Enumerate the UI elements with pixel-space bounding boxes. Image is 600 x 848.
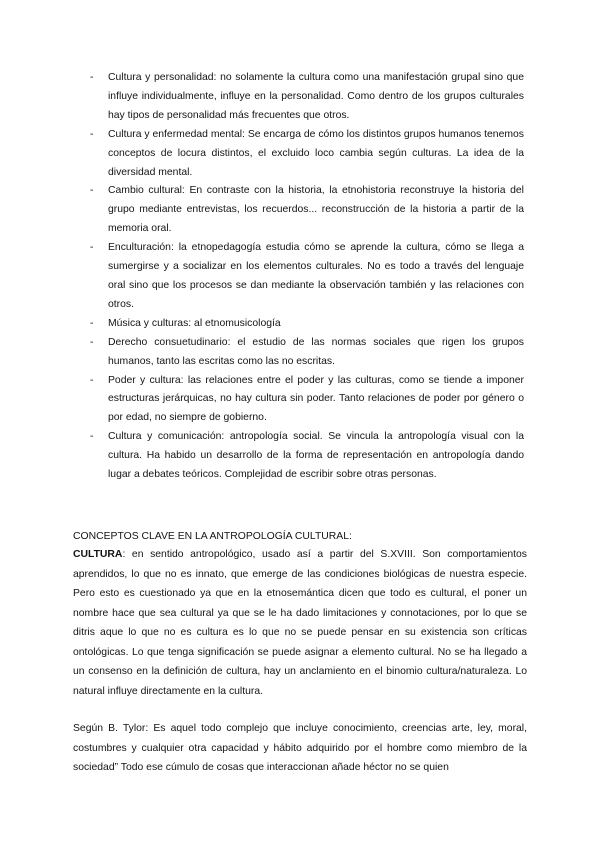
list-item-text: Cultura y enfermedad mental: Se encarga de cómo los distintos grupos humanos tenemos conceptos de locura distintos, el excluido loco cambia según culturas. La idea de la diversidad mental.	[108, 128, 524, 178]
list-item	[90, 315, 524, 334]
list-item-text: Derecho consuetudinario: el estudio de las normas sociales que rigen los grupos humanos, tanto las escritas como las no escritas.	[108, 336, 524, 367]
list-item	[90, 239, 524, 315]
list-item	[90, 126, 524, 183]
list-item-text: Música y culturas: al etnomusicología	[108, 317, 281, 329]
bullet-dash: -	[90, 128, 94, 140]
list-item	[90, 334, 524, 372]
bullet-list	[90, 69, 524, 485]
bullet-dash: -	[90, 336, 94, 348]
list-item	[90, 428, 524, 485]
list-item	[90, 372, 524, 429]
bullet-dash: -	[90, 185, 94, 197]
list-item-text: Cambio cultural: En contraste con la historia, la etnohistoria reconstruye la historia del grupo mediante entrevistas, los recuerdos... reconstrucción de la historia a partir de la memoria oral.	[108, 185, 524, 235]
cultura-definition: : en sentido antropológico, usado así a partir del S.XVIII. Son comportamientos aprendidos, lo que no es innato, que emerge de las condiciones biológicas de nuestra especie. Pero esto es cuestionado ya que en la etnosemántica dicen que todo es cultural, el poner un nombre hace que sea cultural ya que se le ha dado limitaciones y connotaciones, por lo que se ditris aque lo que no es cultura es lo que no se puede pensar en su existencia son críticas ontológicas. Lo que tenga significación se puede asignar a elemento cultural. No se ha llegado a un consenso en la definición de cultura, hay un anclamiento en el binomio cultura/naturaleza. Lo natural influye directamente en la cultura.	[73, 549, 527, 697]
bullet-dash: -	[90, 72, 94, 83]
cultura-term: CULTURA	[73, 549, 123, 560]
list-item-text: Cultura y personalidad: no solamente la cultura como una manifestación grupal sino que influye individualmente, influye en la personalidad. Como dentro de los grupos culturales hay tipos de personalidad más frecuentes que otros.	[108, 72, 524, 121]
bullet-dash: -	[90, 242, 94, 254]
list-item	[90, 69, 524, 126]
list-item-text: Cultura y comunicación: antropología social. Se vincula la antropología visual con la cultura. Ha habido un desarrollo de la forma de representación en antropología dando lugar a debates teóricos. Complejidad de escribir sobre otras personas.	[108, 431, 524, 481]
bullet-dash: -	[90, 374, 94, 386]
cultura-paragraph	[73, 545, 527, 701]
list-item-text: Poder y cultura: las relaciones entre el poder y las culturas, como se tiende a imponer estructuras jerárquicas, no hay cultura sin poder. Tanto relaciones de poder por género o por edad, no siempre de gobierno.	[108, 374, 524, 424]
bullet-dash: -	[90, 431, 94, 443]
list-item-text: Enculturación: la etnopedagogía estudia cómo se aprende la cultura, cómo se llega a sumergirse y a socializar en los elementos culturales. No es todo a través del lenguaje oral sino que los procesos se dan mediante la observación también y las relaciones con otros.	[108, 242, 524, 310]
section-heading: CONCEPTOS CLAVE EN LA ANTROPOLOGÍA CULTURAL:	[73, 531, 352, 542]
list-item	[90, 182, 524, 239]
tylor-paragraph: Según B. Tylor: Es aquel todo complejo que incluye conocimiento, creencias arte, ley, moral, costumbres y cualquier otra capacidad y hábito adquirido por el hombre como miembro de la sociedad” Todo ese cúmulo de cosas que interaccionan añade héctor no se quien	[73, 723, 527, 773]
bullet-dash: -	[90, 317, 94, 329]
